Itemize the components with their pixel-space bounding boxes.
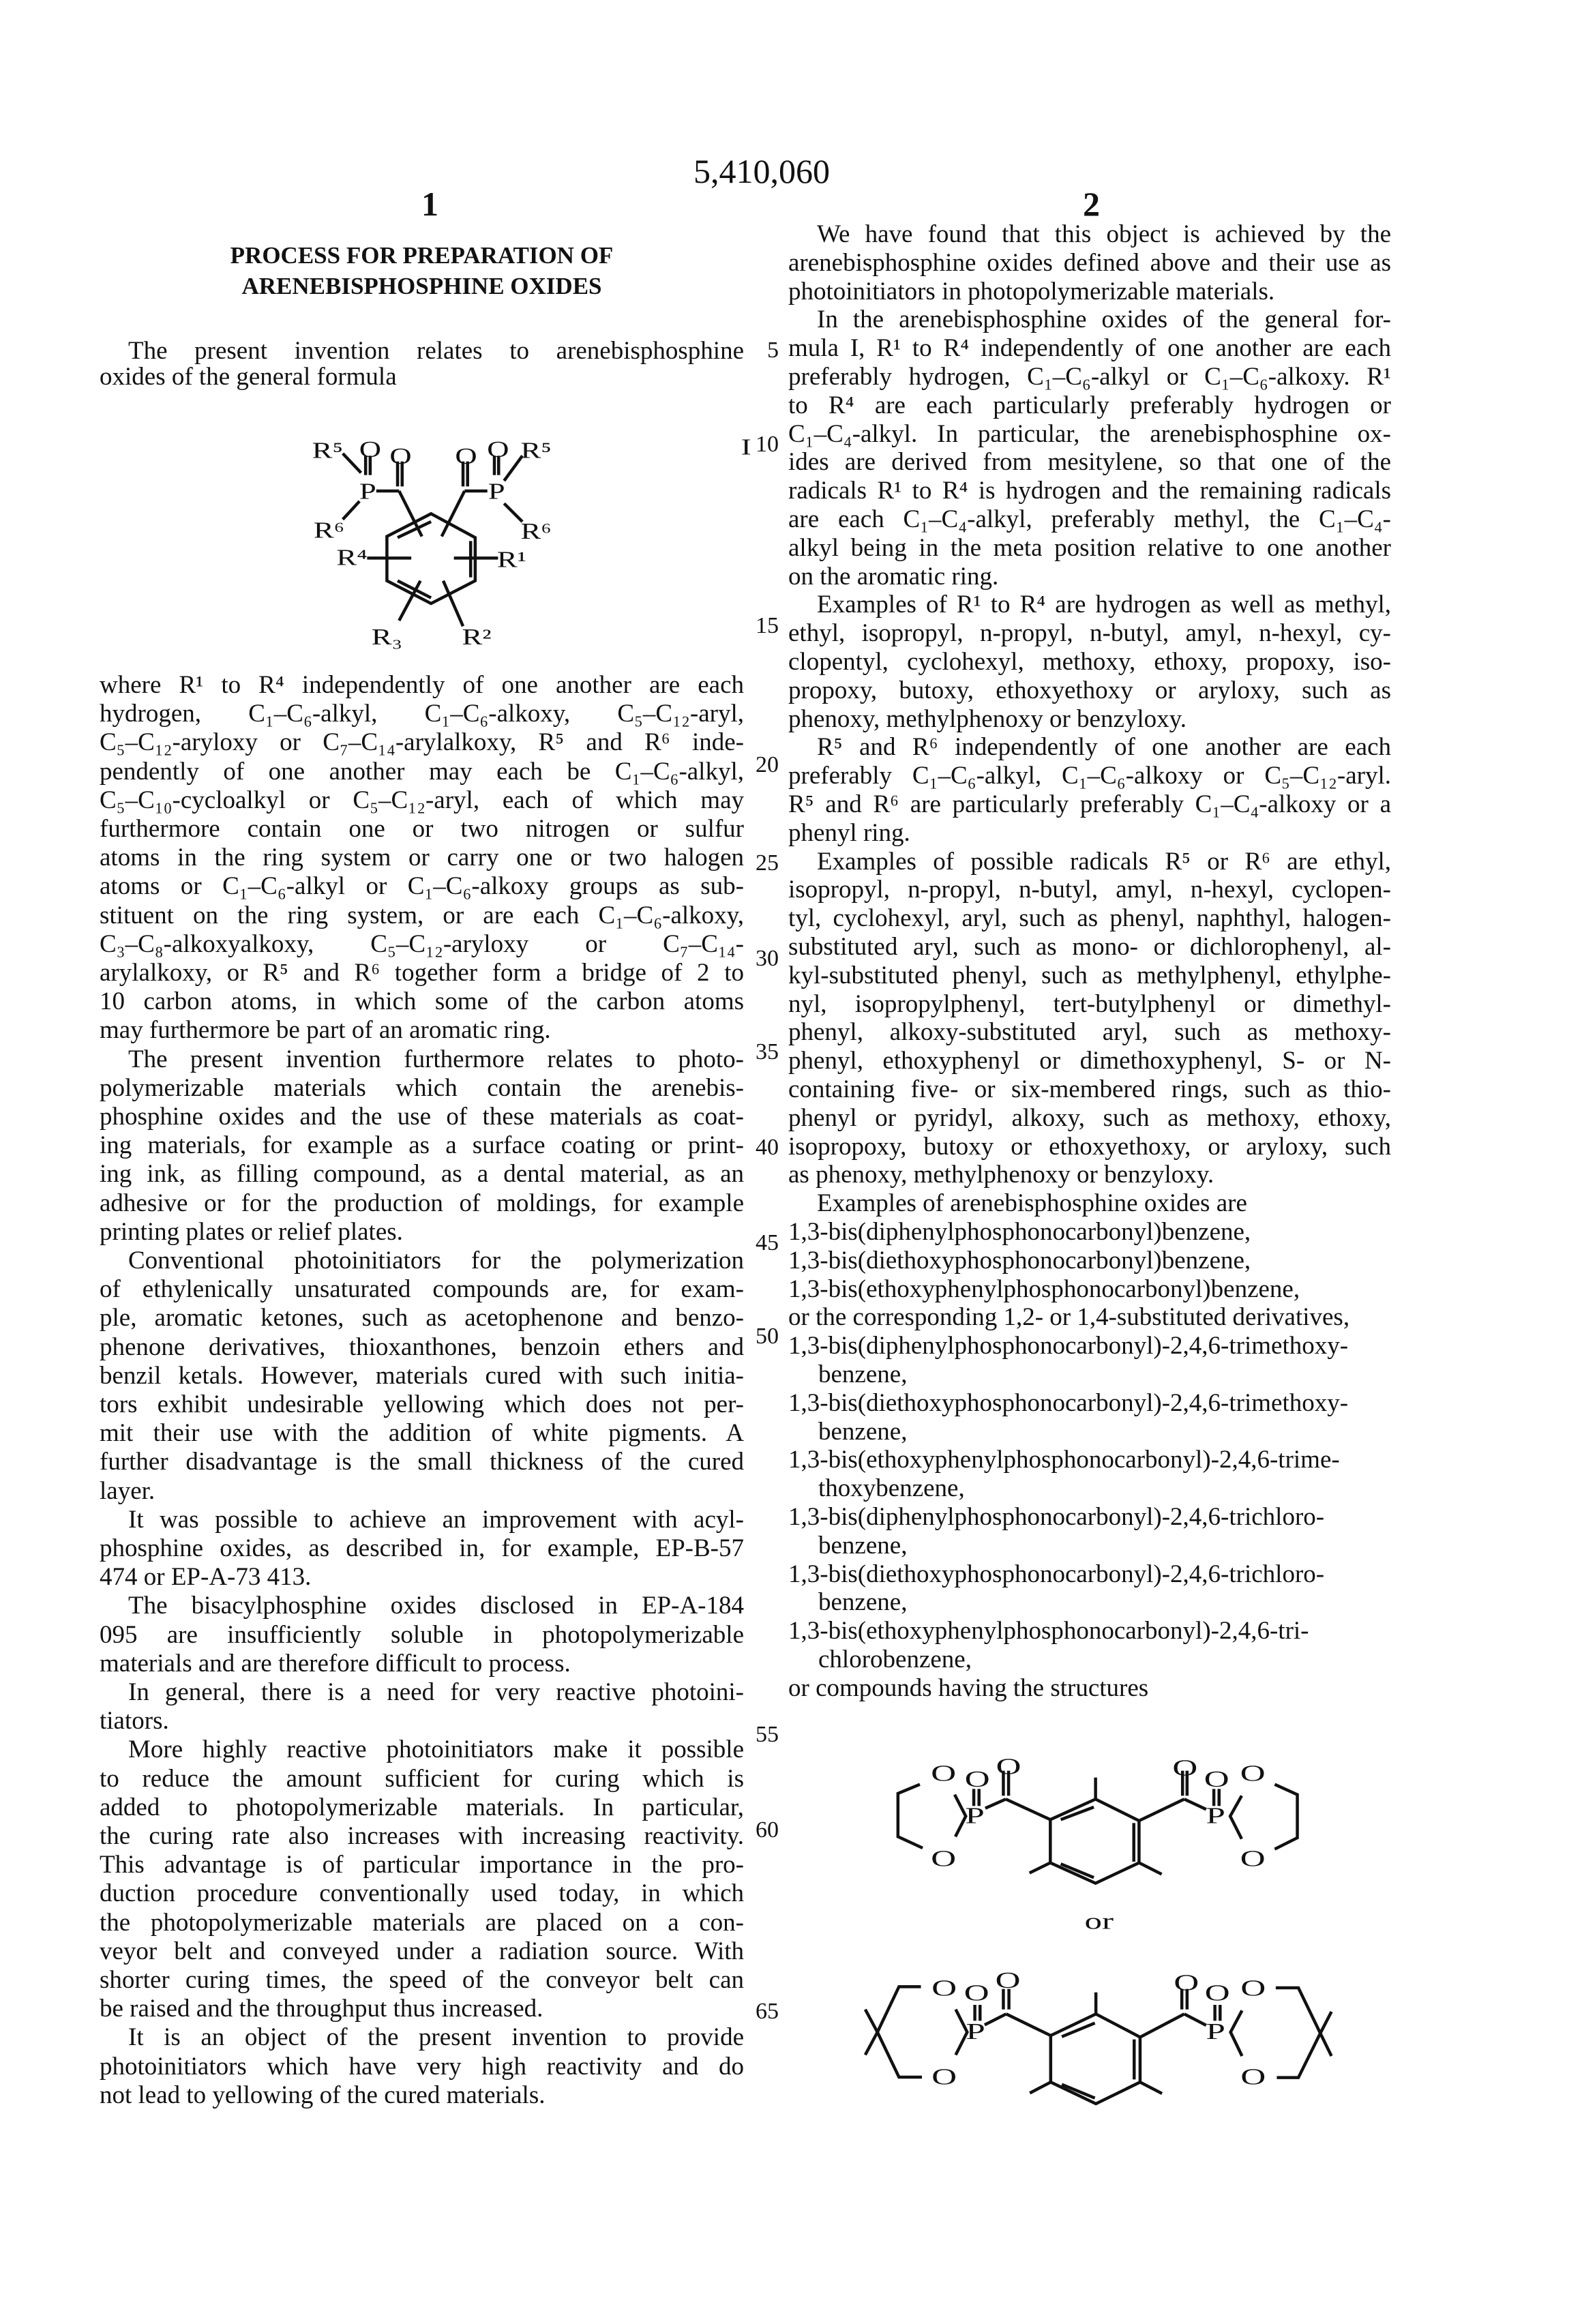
column-number-right: 2 bbox=[1083, 184, 1100, 224]
text-line: R⁵ and R⁶ are particularly preferably C₁–C₄-alkoxy or a bbox=[788, 790, 1391, 819]
list-item-line: or compounds having the structures bbox=[788, 1674, 1391, 1703]
text-line: not lead to yellowing of the cured materials. bbox=[100, 2081, 744, 2110]
atom-o: O bbox=[1240, 1761, 1266, 1786]
or-label: or bbox=[1084, 1909, 1113, 1934]
text-line: Examples of possible radicals R⁵ or R⁶ are ethyl, bbox=[788, 848, 1391, 876]
text-line: added to photopolymerizable materials. In particular, bbox=[100, 1793, 744, 1822]
atom-o: O bbox=[931, 2065, 957, 2089]
text-line: on the aromatic ring. bbox=[788, 563, 1391, 591]
text-line: phenoxy, methylphenoxy or benzyloxy. bbox=[788, 705, 1391, 734]
text-line: This advantage is of particular importance in the pro- bbox=[100, 1851, 744, 1879]
text-line: kyl-substituted phenyl, such as methylphenyl, ethylphe- bbox=[788, 962, 1391, 990]
line-number: 25 bbox=[738, 850, 779, 876]
line-number: 35 bbox=[738, 1039, 779, 1065]
text-line: layer. bbox=[100, 1477, 744, 1506]
text-line: atoms in the ring system or carry one or two halogen bbox=[100, 844, 744, 872]
text-line: ing materials, for example as a surface coating or print- bbox=[100, 1131, 744, 1160]
text-line: In general, there is a need for very reactive photoini- bbox=[100, 1678, 744, 1707]
text-line: 474 or EP-A-73 413. bbox=[100, 1563, 744, 1592]
list-item-line: 1,3-bis(diethoxyphosphonocarbonyl)-2,4,6-trichloro- bbox=[788, 1560, 1391, 1589]
line-number: 15 bbox=[738, 613, 779, 639]
text-line: printing plates or relief plates. bbox=[100, 1218, 744, 1247]
text-line: veyor belt and conveyed under a radiation source. With bbox=[100, 1937, 744, 1966]
text-line: In the arenebisphosphine oxides of the general for- bbox=[788, 306, 1391, 334]
text-line: C₃–C₈-alkoxyalkoxy, C₅–C₁₂-aryloxy or C₇–C₁₄- bbox=[100, 930, 744, 959]
text-line: duction procedure conventionally used today, in which bbox=[100, 1879, 744, 1908]
atom-r6: R⁶ bbox=[520, 518, 551, 543]
list-item-line: 1,3-bis(diphenylphosphonocarbonyl)-2,4,6-trimethoxy- bbox=[788, 1332, 1391, 1360]
text-line: C₅–C₁₀-cycloalkyl or C₅–C₁₂-aryl, each of which may bbox=[100, 786, 744, 815]
text-line: 095 are insufficiently soluble in photopolymerizable bbox=[100, 1621, 744, 1650]
text-line: tyl, cyclohexyl, aryl, such as phenyl, naphthyl, halogen- bbox=[788, 904, 1391, 933]
text-line: phenyl ring. bbox=[788, 819, 1391, 848]
text-line: tiators. bbox=[100, 1707, 744, 1735]
text-line: hydrogen, C₁–C₆-alkyl, C₁–C₆-alkoxy, C₅–C₁₂-aryl, bbox=[100, 700, 744, 728]
text-line: preferably C₁–C₆-alkyl, C₁–C₆-alkoxy or C₅–C₁₂-aryl. bbox=[788, 762, 1391, 790]
list-item-line: or the corresponding 1,2- or 1,4-substituted derivatives, bbox=[788, 1303, 1391, 1332]
text-line: clopentyl, cyclohexyl, methoxy, ethoxy, propoxy, iso- bbox=[788, 648, 1391, 676]
atom-o: O bbox=[1204, 1767, 1229, 1791]
text-line: The present invention furthermore relates to photo- bbox=[100, 1045, 744, 1074]
text-line: 10 carbon atoms, in which some of the carbon atoms bbox=[100, 987, 744, 1016]
text-line: ple, aromatic ketones, such as acetophenone and benzo- bbox=[100, 1304, 744, 1332]
patent-number: 5,410,060 bbox=[0, 151, 1523, 191]
list-item-line: benzene, bbox=[788, 1360, 1391, 1389]
text-line: tors exhibit undesirable yellowing which does not per- bbox=[100, 1390, 744, 1419]
line-number: 65 bbox=[738, 1999, 779, 2025]
text-line: phenyl, alkoxy-substituted aryl, such as methoxy- bbox=[788, 1018, 1391, 1047]
text-line: where R¹ to R⁴ independently of one another are each bbox=[100, 671, 744, 700]
text-line: further disadvantage is the small thickness of the cured bbox=[100, 1448, 744, 1476]
line-number: 30 bbox=[738, 946, 779, 972]
text-line: the photopolymerizable materials are placed on a con- bbox=[100, 1909, 744, 1937]
text-line: phosphine oxides and the use of these materials as coat- bbox=[100, 1103, 744, 1131]
atom-r4: R⁴ bbox=[336, 545, 367, 570]
text-line: Conventional photoinitiators for the polymerization bbox=[100, 1247, 744, 1275]
text-line: to R⁴ are each particularly preferably hydrogen or bbox=[788, 391, 1391, 420]
atom-o: O bbox=[996, 1968, 1021, 1993]
list-item-line: 1,3-bis(diphenylphosphonocarbonyl)benzene, bbox=[788, 1218, 1391, 1247]
text-line: Examples of arenebisphosphine oxides are bbox=[788, 1189, 1391, 1218]
atom-p: P bbox=[488, 479, 505, 504]
text-line: be raised and the throughput thus increased. bbox=[100, 1995, 744, 2023]
atom-o: O bbox=[389, 443, 411, 468]
atom-r1: R¹ bbox=[497, 547, 526, 572]
title-line-2: ARENEBISPHOSPHINE OXIDES bbox=[100, 273, 744, 300]
list-item-line: benzene, bbox=[788, 1532, 1391, 1560]
list-item-line: 1,3-bis(ethoxyphenylphosphonocarbonyl)-2,4,6-tri- bbox=[788, 1617, 1391, 1645]
text-line: arenebisphosphine oxides defined above and their use as bbox=[788, 249, 1391, 278]
atom-o: O bbox=[965, 1767, 990, 1791]
atom-p: P bbox=[1206, 2019, 1225, 2044]
text-line: containing five- or six-membered rings, such as thio- bbox=[788, 1075, 1391, 1104]
general-formula-i bbox=[273, 396, 750, 668]
text-line: nyl, isopropylphenyl, tert-butylphenyl or dimethyl- bbox=[788, 990, 1391, 1019]
text-line: mula I, R¹ to R⁴ independently of one another are each bbox=[788, 334, 1391, 363]
text-line: It is an object of the present invention to provide bbox=[100, 2023, 744, 2052]
text-line: as phenoxy, methylphenoxy or benzyloxy. bbox=[788, 1161, 1391, 1189]
text-line: alkyl being in the meta position relative to one another bbox=[788, 534, 1391, 563]
text-line: benzil ketals. However, materials cured with such initia- bbox=[100, 1362, 744, 1390]
line-number: 20 bbox=[738, 752, 779, 778]
text-line: phenyl or pyridyl, alkoxy, such as methoxy, ethoxy, bbox=[788, 1104, 1391, 1133]
text-line: pendently of one another may each be C₁–C₆-alkyl, bbox=[100, 758, 744, 786]
text-line: Examples of R¹ to R⁴ are hydrogen as well as methyl, bbox=[788, 591, 1391, 619]
atom-o: O bbox=[1205, 1981, 1230, 2006]
list-item-line: 1,3-bis(ethoxyphenylphosphonocarbonyl)benzene, bbox=[788, 1275, 1391, 1304]
text-line: The bisacylphosphine oxides disclosed in EP-A-184 bbox=[100, 1592, 744, 1620]
list-item-line: thoxybenzene, bbox=[788, 1474, 1391, 1503]
line-number: 60 bbox=[738, 1817, 779, 1843]
text-line: arylalkoxy, or R⁵ and R⁶ together form a bridge of 2 to bbox=[100, 959, 744, 987]
line-number: 50 bbox=[738, 1324, 779, 1350]
atom-o: O bbox=[996, 1755, 1021, 1779]
atom-o: O bbox=[931, 1847, 956, 1871]
text-line: More highly reactive photoinitiators make it possible bbox=[100, 1735, 744, 1764]
text-line: C₅–C₁₂-aryloxy or C₇–C₁₄-arylalkoxy, R⁵ and R⁶ inde- bbox=[100, 728, 744, 757]
text-line: photoinitiators in photopolymerizable materials. bbox=[788, 278, 1391, 306]
list-item-line: 1,3-bis(diethoxyphosphonocarbonyl)benzene, bbox=[788, 1247, 1391, 1275]
atom-o: O bbox=[1240, 2065, 1266, 2089]
text-line: phosphine oxides, as described in, for example, EP-B-57 bbox=[100, 1534, 744, 1563]
atom-r5: R⁵ bbox=[520, 438, 551, 463]
atom-o: O bbox=[455, 443, 477, 468]
text-line: to reduce the amount sufficient for curing which is bbox=[100, 1765, 744, 1793]
text-line: shorter curing times, the speed of the conveyor belt can bbox=[100, 1966, 744, 1995]
atom-p: P bbox=[1206, 1804, 1225, 1828]
list-item-line: benzene, bbox=[788, 1418, 1391, 1446]
text-line: mit their use with the addition of white pigments. A bbox=[100, 1419, 744, 1448]
text-line: photoinitiators which have very high reactivity and do bbox=[100, 2053, 744, 2081]
text-line: atoms or C₁–C₆-alkyl or C₁–C₆-alkoxy groups as sub- bbox=[100, 872, 744, 901]
text-line: materials and are therefore difficult to process. bbox=[100, 1650, 744, 1678]
text-line: substituted aryl, such as mono- or dichlorophenyl, al- bbox=[788, 933, 1391, 962]
line-number: 55 bbox=[738, 1722, 779, 1748]
text-line: furthermore contain one or two nitrogen or sulfur bbox=[100, 815, 744, 844]
list-item-line: 1,3-bis(ethoxyphenylphosphonocarbonyl)-2,4,6-trime- bbox=[788, 1446, 1391, 1474]
text-line: The present invention relates to arenebisphosphine bbox=[100, 337, 744, 366]
atom-o: O bbox=[931, 1976, 957, 2001]
atom-p: P bbox=[965, 1804, 984, 1828]
list-item-line: benzene, bbox=[788, 1588, 1391, 1617]
atom-o: O bbox=[964, 1981, 989, 2006]
text-line: the curing rate also increases with increasing reactivity. bbox=[100, 1822, 744, 1851]
text-line: propoxy, butoxy, ethoxyethoxy or aryloxy, such as bbox=[788, 676, 1391, 705]
atom-o: O bbox=[1240, 1847, 1266, 1871]
atom-o: O bbox=[931, 1761, 956, 1786]
atom-r3: R₃ bbox=[372, 624, 402, 649]
text-line: isopropoxy, butoxy or ethoxyethoxy, or aryloxy, such bbox=[788, 1133, 1391, 1161]
text-line: ides are derived from mesitylene, so that one of the bbox=[788, 448, 1391, 477]
line-number: 40 bbox=[738, 1135, 779, 1161]
atom-r6: R⁶ bbox=[314, 518, 344, 543]
text-line: We have found that this object is achieved by the bbox=[788, 220, 1391, 249]
text-line: It was possible to achieve an improvement with acyl- bbox=[100, 1506, 744, 1534]
formula-label: I bbox=[741, 434, 751, 460]
atom-r2: R² bbox=[462, 624, 492, 649]
atom-o: O bbox=[1174, 1971, 1199, 1995]
list-item-line: 1,3-bis(diphenylphosphonocarbonyl)-2,4,6-trichloro- bbox=[788, 1503, 1391, 1532]
line-number: 5 bbox=[738, 338, 779, 363]
atom-p: P bbox=[359, 479, 376, 504]
list-item-line: 1,3-bis(diethoxyphosphonocarbonyl)-2,4,6-trimethoxy- bbox=[788, 1389, 1391, 1418]
text-line: C₁–C₄-alkyl. In particular, the arenebisphosphine ox- bbox=[788, 420, 1391, 449]
text-line: stituent on the ring system, or are each C₁–C₆-alkoxy, bbox=[100, 902, 744, 930]
list-item-line: chlorobenzene, bbox=[788, 1645, 1391, 1674]
text-line: preferably hydrogen, C₁–C₆-alkyl or C₁–C₆-alkoxy. R¹ bbox=[788, 363, 1391, 391]
structure-dioxaphosphinane bbox=[818, 1896, 1364, 2114]
line-number: 10 bbox=[738, 432, 779, 458]
text-line: may furthermore be part of an aromatic ring. bbox=[100, 1016, 744, 1045]
text-line: ing ink, as filling compound, as a dental material, as an bbox=[100, 1160, 744, 1189]
text-line: oxides of the general formula bbox=[100, 363, 744, 391]
atom-p: P bbox=[966, 2019, 985, 2044]
text-line: isopropyl, n-propyl, n-butyl, amyl, n-hexyl, cyclopen- bbox=[788, 876, 1391, 904]
atom-o: O bbox=[1240, 1976, 1266, 2001]
text-line: R⁵ and R⁶ independently of one another are each bbox=[788, 733, 1391, 762]
text-line: phenyl, ethoxyphenyl or dimethoxyphenyl, S- or N- bbox=[788, 1047, 1391, 1075]
text-line: radicals R¹ to R⁴ is hydrogen and the remaining radicals bbox=[788, 477, 1391, 505]
title-line-1: PROCESS FOR PREPARATION OF bbox=[100, 242, 744, 269]
text-line: polymerizable materials which contain the arenebis- bbox=[100, 1074, 744, 1103]
text-line: are each C₁–C₄-alkyl, preferably methyl, the C₁–C₄- bbox=[788, 505, 1391, 534]
text-line: ethyl, isopropyl, n-propyl, n-butyl, amyl, n-hexyl, cy- bbox=[788, 619, 1391, 648]
text-line: of ethylenically unsaturated compounds are, for exam- bbox=[100, 1275, 744, 1304]
text-line: phenone derivatives, thioxanthones, benzoin ethers and bbox=[100, 1333, 744, 1362]
line-number: 45 bbox=[738, 1230, 779, 1256]
text-line: adhesive or for the production of moldings, for example bbox=[100, 1189, 744, 1218]
atom-o: O bbox=[359, 436, 381, 462]
atom-o: O bbox=[487, 436, 509, 462]
atom-r5: R⁵ bbox=[312, 438, 343, 463]
atom-o: O bbox=[1172, 1756, 1197, 1781]
column-number-left: 1 bbox=[421, 184, 438, 224]
